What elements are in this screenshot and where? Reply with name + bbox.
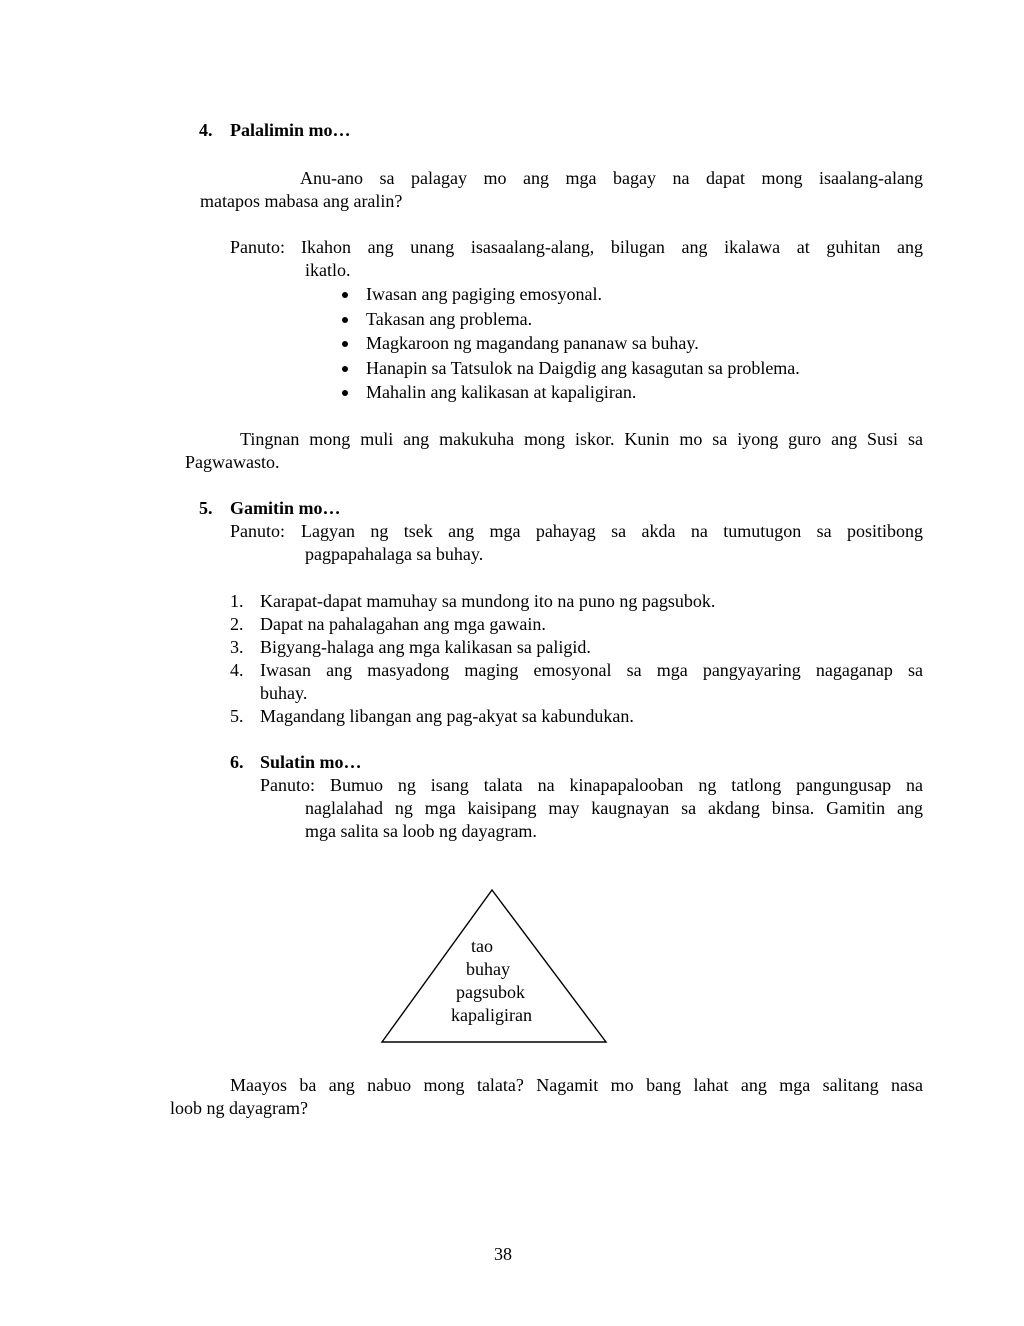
list-number: 5. [230,706,244,726]
list-item [230,636,923,659]
list-item [230,659,923,705]
s5-panuto-line1: Lagyan ng tsek ang mga pahayag sa akda na tumutugon sa positibong [301,521,923,541]
list-number: 1. [230,591,244,611]
list-text: Magandang libangan ang pag-akyat sa kabundukan. [260,706,634,726]
s4-bullet-list [336,283,896,406]
list-item [230,590,923,613]
s4-panuto-line1: Ikahon ang unang isasaalang-alang, bilugan ang ikalawa at guhitan ang [301,237,923,257]
s6-panuto-label: Panuto: [260,775,316,795]
s4-note-line2: Pagwawasto. [185,452,280,472]
s4-panuto-label: Panuto: [230,237,286,257]
s4-question-line1: Anu-ano sa palagay mo ang mga bagay na dapat mong isaalang-alang [300,168,923,188]
list-item [230,705,923,728]
s6-closing-line2: loob ng dayagram? [170,1098,308,1118]
diagram-word-buhay: buhay [466,959,510,979]
list-item: Mahalin ang kalikasan at kapaligiran. [336,381,896,406]
section-4-heading: Palalimin mo… [230,120,351,140]
s4-question-line2: matapos mabasa ang aralin? [200,191,403,211]
s4-note-line1: Tingnan mong muli ang makukuha mong iskor. Kunin mo sa iyong guro ang Susi sa [240,429,923,449]
s5-ordered-list [230,590,923,728]
diagram-word-kapaligiran: kapaligiran [451,1005,532,1025]
list-item: Takasan ang problema. [336,308,896,333]
diagram-word-tao: tao [471,936,493,956]
section-6-heading: Sulatin mo… [260,752,362,772]
list-text-continued: buhay. [260,683,308,703]
list-item [230,613,923,636]
list-item: Iwasan ang pagiging emosyonal. [336,283,896,308]
section-4-number: 4. [199,120,213,140]
diagram-word-pagsubok: pagsubok [456,982,525,1002]
s5-panuto-line2: pagpapahalaga sa buhay. [305,544,484,564]
list-item: Magkaroon ng magandang pananaw sa buhay. [336,332,896,357]
section-5-number: 5. [199,498,213,518]
s4-panuto-line2: ikatlo. [305,260,351,280]
list-number: 2. [230,614,244,634]
s6-panuto-line2: naglalahad ng mga kaisipang may kaugnayan sa akdang binsa. Gamitin ang [305,798,923,818]
s5-panuto-label: Panuto: [230,521,286,541]
list-number: 3. [230,637,244,657]
section-5-heading: Gamitin mo… [230,498,341,518]
list-text: Karapat-dapat mamuhay sa mundong ito na puno ng pagsubok. [260,591,716,611]
s6-closing-line1: Maayos ba ang nabuo mong talata? Nagamit mo bang lahat ang mga salitang nasa [230,1075,923,1095]
list-item: Hanapin sa Tatsulok na Daigdig ang kasagutan sa problema. [336,357,896,382]
section-6-number: 6. [230,752,244,772]
list-text: Dapat na pahalagahan ang mga gawain. [260,614,546,634]
s6-panuto-line1: Bumuo ng isang talata na kinapapalooban ng tatlong pangungusap na [330,775,923,795]
list-number: 4. [230,660,244,680]
s6-panuto-line3: mga salita sa loob ng dayagram. [305,821,537,841]
page-number: 38 [494,1244,512,1264]
list-text: Iwasan ang masyadong maging emosyonal sa mga pangyayaring nagaganap sa [260,660,923,680]
list-text: Bigyang-halaga ang mga kalikasan sa paligid. [260,637,591,657]
